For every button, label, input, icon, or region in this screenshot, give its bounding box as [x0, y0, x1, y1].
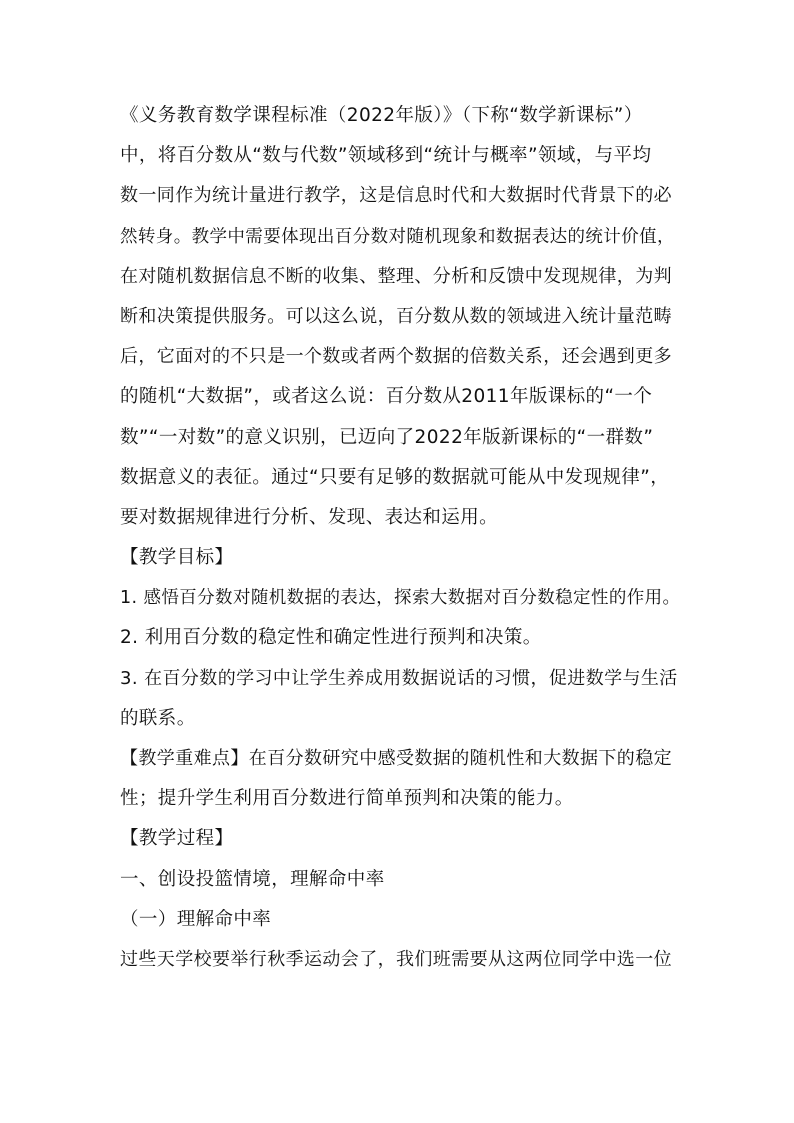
- intro-line: 数据意义的表征。通过“只要有足够的数据就可能从中发现规律”，: [120, 466, 670, 488]
- subsection-one-heading: （一）理解命中率: [120, 908, 272, 930]
- objective-item: 3. 在百分数的学习中让学生养成用数据说话的习惯，促进数学与生活: [120, 667, 678, 689]
- intro-line: 数一同作为统计量进行教学，这是信息时代和大数据时代背景下的必: [120, 185, 672, 207]
- document-body: [120, 96, 685, 980]
- intro-line: 中，将百分数从“数与代数”领域移到“统计与概率”领域，与平均: [120, 145, 652, 167]
- intro-line: 在对随机数据信息不断的收集、整理、分析和反馈中发现规律，为判: [120, 265, 672, 287]
- intro-line: 《义务教育数学课程标准（2022年版）》（下称“数学新课标”）: [120, 105, 643, 126]
- closing-line: 过些天学校要举行秋季运动会了，我们班需要从这两位同学中选一位: [120, 948, 672, 970]
- intro-line: 后，它面对的不只是一个数或者两个数据的倍数关系，还会遇到更多: [120, 346, 672, 368]
- intro-line: 然转身。教学中需要体现出百分数对随机现象和数据表达的统计价值，: [120, 226, 675, 247]
- section-one-heading: 一、创设投篮情境，理解命中率: [120, 868, 385, 890]
- intro-line: 数”“一对数”的意义识别，已迈向了2022年版新课标的“一群数”: [120, 426, 654, 448]
- objectives-heading: 【教学目标】: [120, 547, 234, 569]
- intro-line: 要对数据规律进行分析、发现、表达和运用。: [120, 506, 499, 528]
- key-points-line: 【教学重难点】在百分数研究中感受数据的随机性和大数据下的稳定: [120, 748, 672, 769]
- objective-item: 的联系。: [120, 707, 196, 729]
- objective-item: 2. 利用百分数的稳定性和确定性进行预判和决策。: [120, 627, 542, 649]
- objectives-list: [120, 578, 685, 739]
- key-points-paragraph: [120, 739, 685, 819]
- key-points-line: 性；提升学生利用百分数进行简单预判和决策的能力。: [120, 788, 574, 810]
- intro-line: 的随机“大数据”，或者这么说：百分数从2011年版课标的“一个: [120, 386, 653, 408]
- intro-paragraph: [120, 96, 685, 538]
- process-heading: 【教学过程】: [120, 828, 234, 850]
- objective-item: 1. 感悟百分数对随机数据的表达，探索大数据对百分数稳定性的作用。: [120, 588, 681, 609]
- intro-line: 断和决策提供服务。可以这么说，百分数从数的领域进入统计量范畴: [120, 305, 672, 327]
